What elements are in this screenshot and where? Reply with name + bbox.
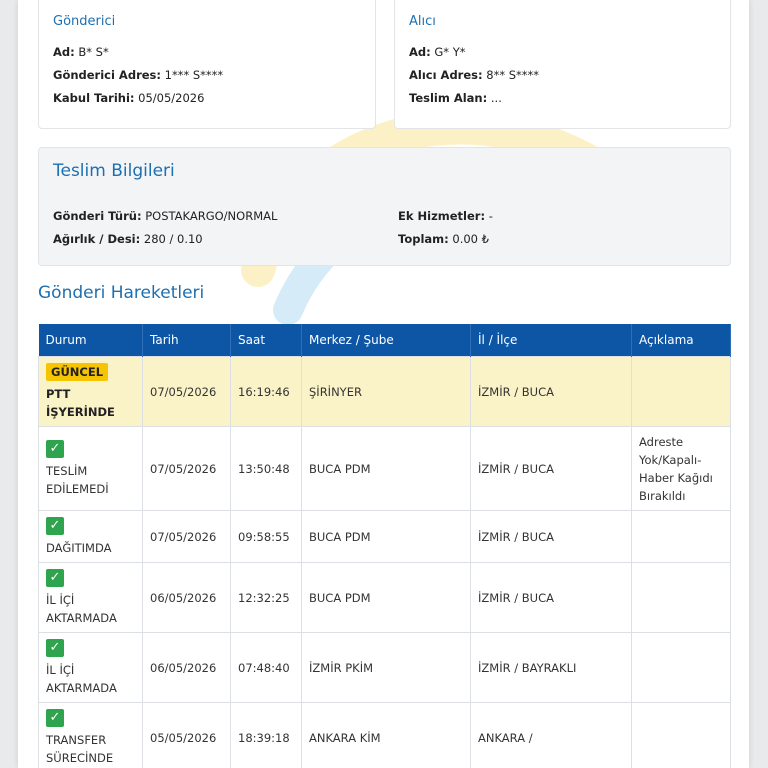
center-cell: BUCA PDM	[302, 511, 471, 563]
sender-card	[38, 0, 376, 129]
check-icon: ✓	[46, 709, 64, 727]
acceptance-date-value: 05/05/2026	[138, 91, 205, 105]
check-icon: ✓	[46, 517, 64, 535]
delivery-info-panel	[38, 147, 731, 266]
receiver-address-value: 8** S****	[486, 68, 540, 82]
shipment-type-value: POSTAKARGO/NORMAL	[145, 209, 278, 223]
sender-name-label: Ad:	[53, 45, 75, 59]
city-cell: İZMİR / BUCA	[471, 511, 632, 563]
city-cell: İZMİR / BUCA	[471, 427, 632, 511]
center-cell: BUCA PDM	[302, 427, 471, 511]
status-text: DAĞITIMDA	[46, 540, 112, 555]
shipment-type-label: Gönderi Türü:	[53, 209, 142, 223]
center-cell: İZMİR PKİM	[302, 633, 471, 703]
time-cell: 07:48:40	[231, 633, 302, 703]
time-cell: 09:58:55	[231, 511, 302, 563]
status-cell	[39, 563, 143, 633]
status-text: PTT İŞYERİNDE	[46, 386, 115, 419]
column-header-city: İl / İlçe	[471, 324, 632, 357]
check-icon: ✓	[46, 440, 64, 458]
sender-name-value: B* S*	[78, 45, 109, 59]
extra-services-row	[398, 209, 493, 223]
table-row	[39, 703, 731, 768]
date-cell: 06/05/2026	[143, 563, 231, 633]
table-row	[39, 357, 731, 427]
column-header-date: Tarih	[143, 324, 231, 357]
center-cell: BUCA PDM	[302, 563, 471, 633]
status-cell	[39, 633, 143, 703]
status-cell	[39, 703, 143, 768]
weight-label: Ağırlık / Desi:	[53, 232, 141, 246]
shipment-type-row	[53, 209, 277, 223]
time-cell: 18:39:18	[231, 703, 302, 768]
city-cell: İZMİR / BAYRAKLI	[471, 633, 632, 703]
date-cell: 05/05/2026	[143, 703, 231, 768]
movements-title: Gönderi Hareketleri	[38, 283, 205, 303]
description-cell	[632, 357, 731, 427]
description-cell	[632, 511, 731, 563]
table-row	[39, 511, 731, 563]
sender-address-value: 1*** S****	[164, 68, 224, 82]
extra-services-value: -	[488, 209, 493, 223]
column-header-center: Merkez / Şube	[302, 324, 471, 357]
total-row	[398, 232, 489, 246]
center-cell: ANKARA KİM	[302, 703, 471, 768]
total-label: Toplam:	[398, 232, 449, 246]
center-cell: ŞİRİNYER	[302, 357, 471, 427]
city-cell: ANKARA /	[471, 703, 632, 768]
acceptance-date-row	[53, 91, 204, 105]
check-icon: ✓	[46, 639, 64, 657]
city-cell: İZMİR / BUCA	[471, 563, 632, 633]
status-text: TRANSFER SÜRECİNDE	[46, 732, 114, 765]
date-cell: 07/05/2026	[143, 357, 231, 427]
table-header-row	[39, 324, 731, 357]
recipient-label: Teslim Alan:	[409, 91, 488, 105]
receiver-title: Alıcı	[409, 14, 436, 29]
table-row	[39, 563, 731, 633]
sender-title: Gönderici	[53, 14, 116, 29]
description-cell: Adreste Yok/Kapalı-Haber Kağıdı Bırakıldı	[632, 427, 731, 511]
receiver-address-label: Alıcı Adres:	[409, 68, 483, 82]
recipient-value: ...	[490, 91, 502, 105]
time-cell: 16:19:46	[231, 357, 302, 427]
column-header-time: Saat	[231, 324, 302, 357]
current-badge: GÜNCEL	[46, 363, 108, 381]
sender-address-label: Gönderici Adres:	[53, 68, 161, 82]
time-cell: 12:32:25	[231, 563, 302, 633]
date-cell: 06/05/2026	[143, 633, 231, 703]
receiver-name-value: G* Y*	[434, 45, 466, 59]
weight-row	[53, 232, 203, 246]
recipient-row	[409, 91, 502, 105]
date-cell: 07/05/2026	[143, 427, 231, 511]
description-cell	[632, 563, 731, 633]
date-cell: 07/05/2026	[143, 511, 231, 563]
weight-value: 280 / 0.10	[143, 232, 203, 246]
acceptance-date-label: Kabul Tarihi:	[53, 91, 135, 105]
receiver-card	[394, 0, 731, 129]
receiver-name-label: Ad:	[409, 45, 431, 59]
receiver-name-row	[409, 45, 465, 59]
status-text: TESLİM EDİLEMEDİ	[46, 463, 109, 496]
check-icon: ✓	[46, 569, 64, 587]
status-text: İL İÇİ AKTARMADA	[46, 592, 117, 625]
description-cell	[632, 633, 731, 703]
movements-table	[38, 324, 731, 768]
status-text: İL İÇİ AKTARMADA	[46, 662, 117, 695]
status-cell	[39, 511, 143, 563]
sender-name-row	[53, 45, 109, 59]
table-row	[39, 427, 731, 511]
description-cell	[632, 703, 731, 768]
total-value: 0.00 ₺	[452, 232, 489, 246]
sender-address-row	[53, 68, 223, 82]
extra-services-label: Ek Hizmetler:	[398, 209, 486, 223]
status-cell	[39, 427, 143, 511]
table-row	[39, 633, 731, 703]
time-cell: 13:50:48	[231, 427, 302, 511]
column-header-description: Açıklama	[632, 324, 731, 357]
status-cell	[39, 357, 143, 427]
tracking-page	[18, 0, 749, 768]
receiver-address-row	[409, 68, 539, 82]
delivery-info-title: Teslim Bilgileri	[53, 161, 175, 181]
city-cell: İZMİR / BUCA	[471, 357, 632, 427]
column-header-status: Durum	[39, 324, 143, 357]
